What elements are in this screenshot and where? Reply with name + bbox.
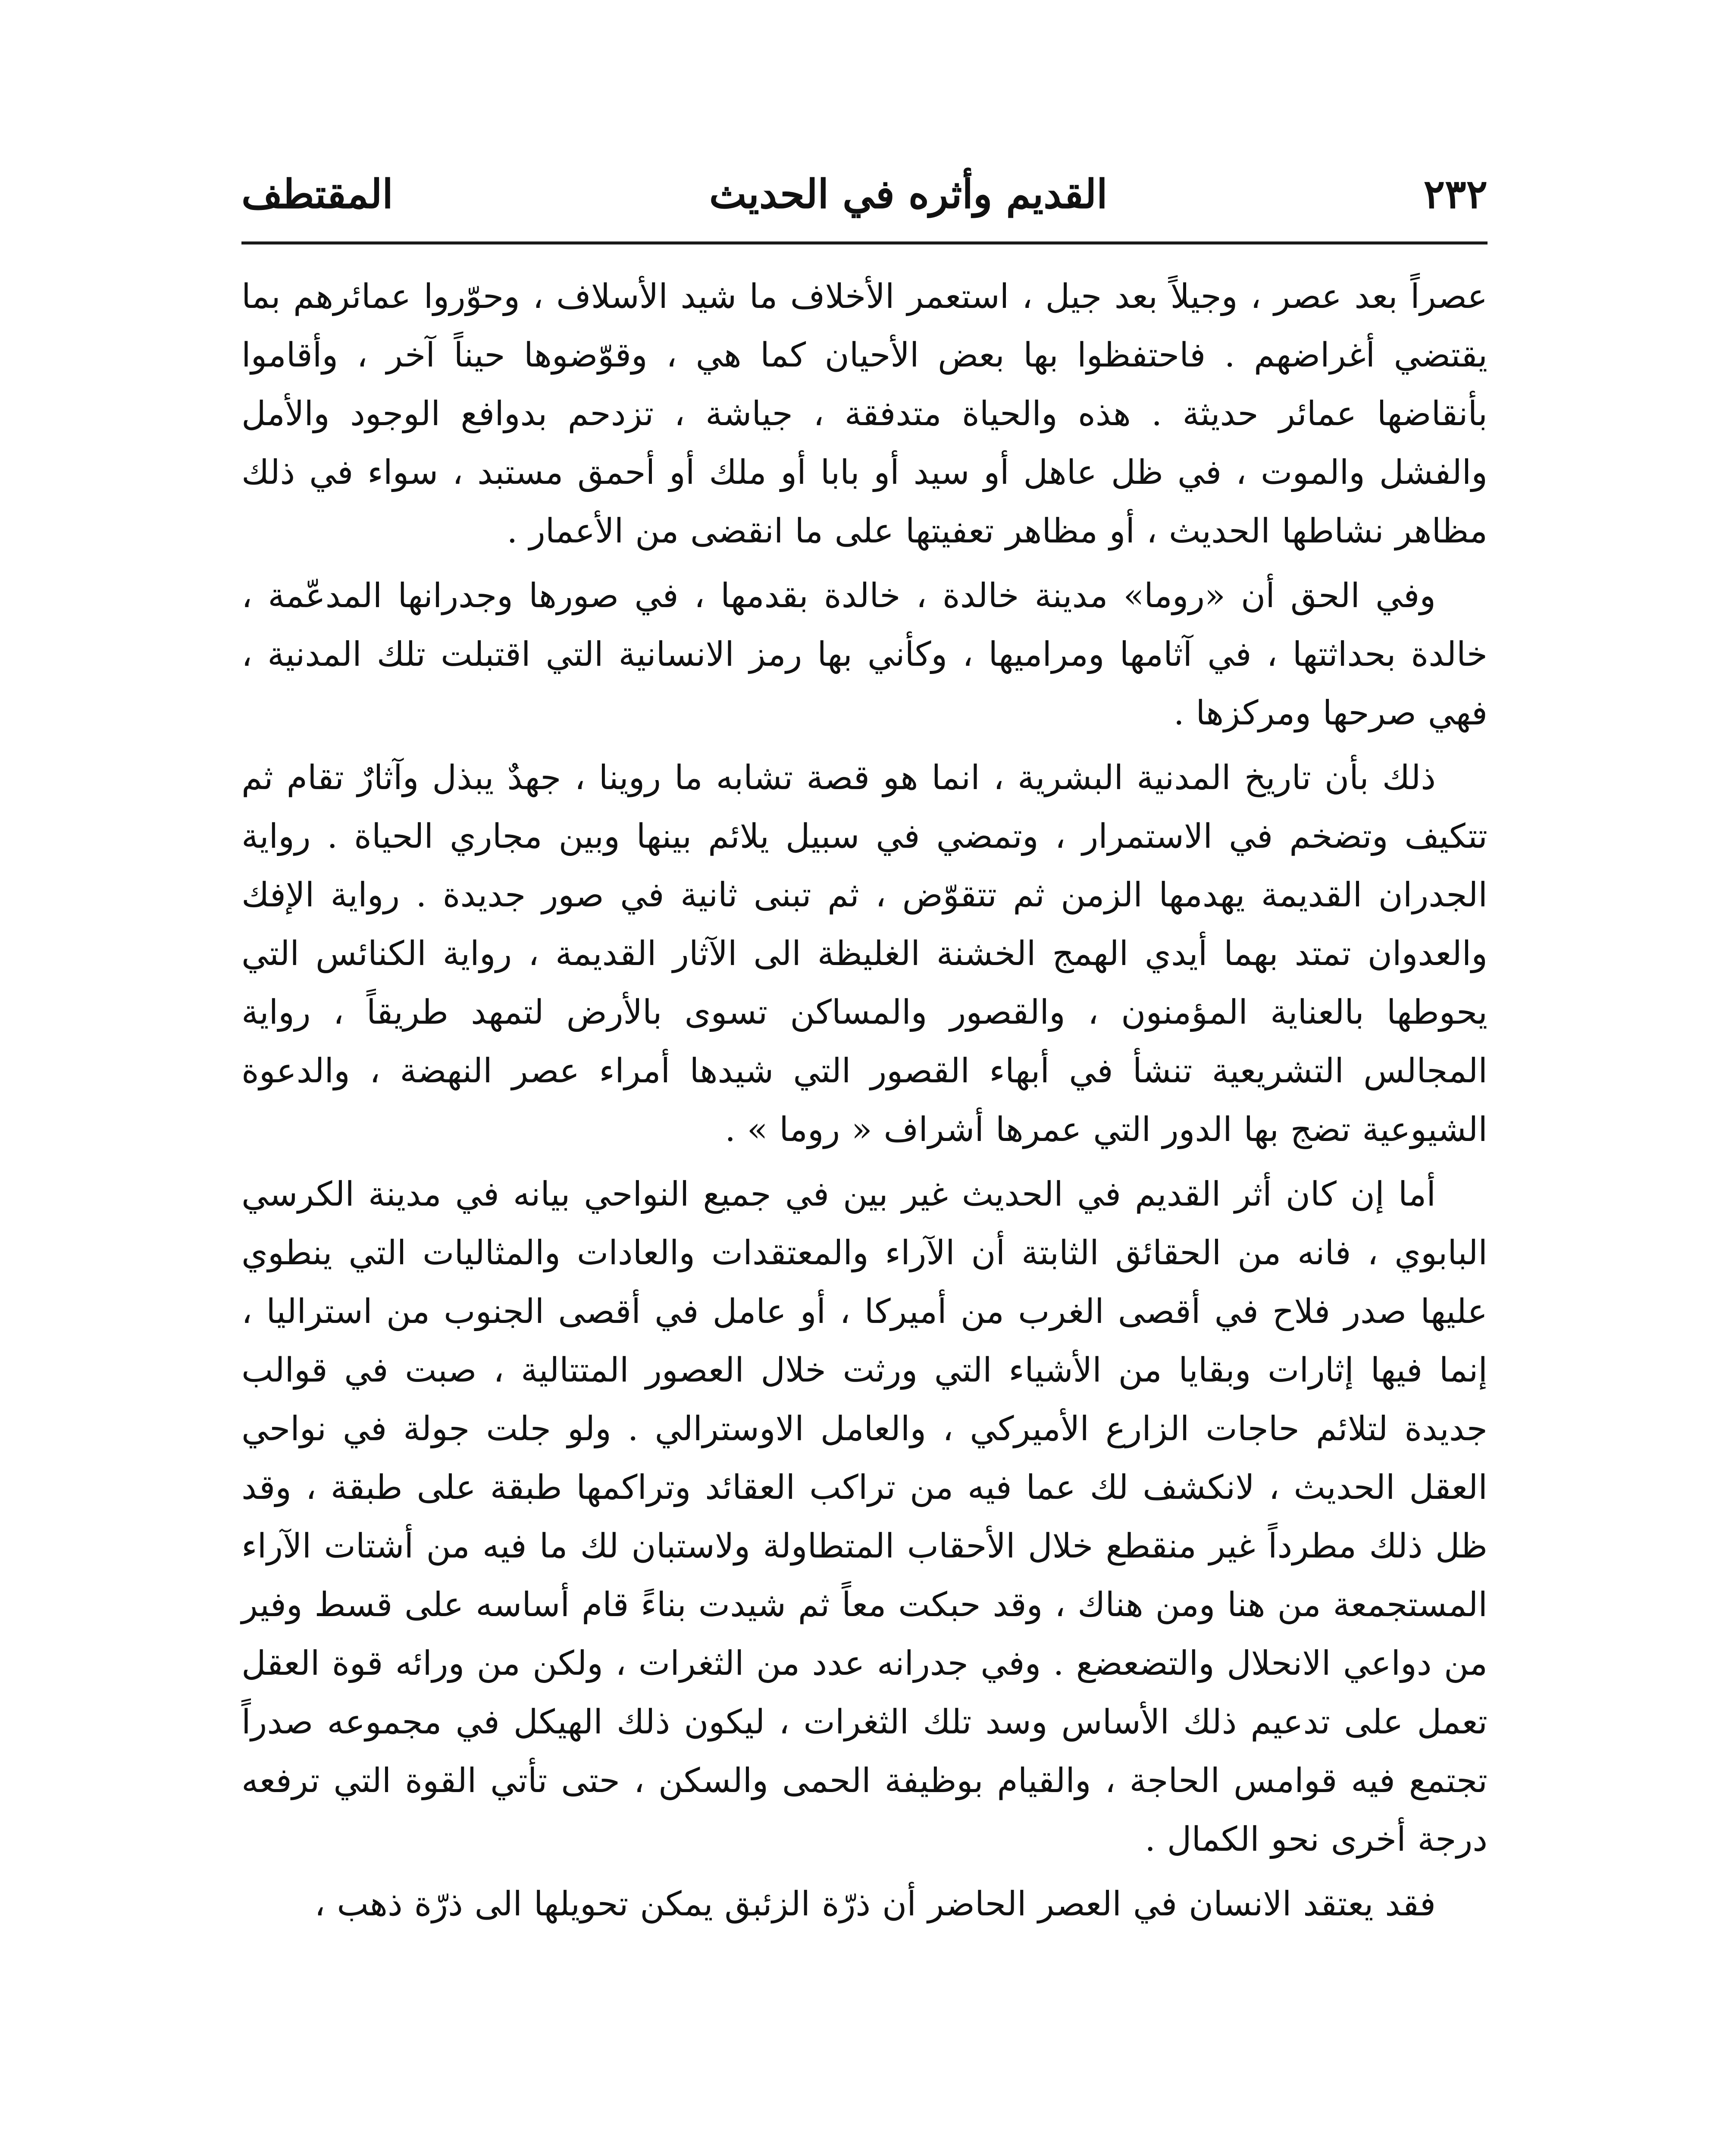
running-title: القديم وأثره في الحديث [709, 171, 1108, 217]
paragraph: وفي الحق أن «روما» مدينة خالدة ، خالدة بقدمها ، في صورها وجدرانها المدعّمة ، خالدة بحداثتها ، في آثامها ومراميها ، وكأني بها رمز الانسانية التي اقتبلت تلك المدنية ، فهي صرحها ومركزها . [241, 577, 1488, 733]
page-number: ٢٣٢ [1423, 171, 1488, 217]
paragraph: فقد يعتقد الانسان في العصر الحاضر أن ذرّة الزئبق يمكن تحويلها الى ذرّة ذهب ، [314, 1885, 1436, 1924]
paragraph: ذلك بأن تاريخ المدنية البشرية ، انما هو قصة تشابه ما روينا ، جهدٌ يبذل وآثارٌ تقام ثم تتكيف وتضخم في الاستمرار ، وتمضي في سبيل يلائم بينها وبين مجاري الحياة . رواية الجدران القديمة يهدمها الزمن ثم تتقوّض ، ثم تبنى ثانية في صور جديدة . رواية الإفك والعدوان تمتد بهما أيدي الهمج الخشنة الغليظة الى الآثار القديمة ، رواية الكنائس التي يحوطها بالعناية المؤمنون ، والقصور والمساكن تسوى بالأرض لتمهد طريقاً ، رواية المجالس التشريعية تنشأ في أبهاء القصور التي شيدها أمراء عصر النهضة ، والدعوة الشيوعية تضج بها الدور التي عمرها أشراف « روما » . [241, 758, 1488, 1149]
paragraph-continued: عصراً بعد عصر ، وجيلاً بعد جيل ، استعمر الأخلاف ما شيد الأسلاف ، وحوّروا عمائرهم بما يقتضي أغراضهم . فاحتفظوا بها بعض الأحيان كما هي ، وقوّضوها حيناً آخر ، وأقاموا بأنقاضها عمائر حديثة . هذه والحياة متدفقة ، جياشة ، تزدحم بدوافع الوجود والأمل والفشل والموت ، في ظل عاهل أو سيد أو بابا أو ملك أو أحمق مستبد ، سواء في ذلك مظاهر نشاطها الحديث ، أو مظاهر تعفيتها على ما انقضى من الأعمار . [241, 277, 1488, 551]
journal-name: المقتطف [241, 171, 393, 217]
page-header [241, 157, 1488, 231]
article-body [241, 267, 1488, 1940]
paragraph: أما إن كان أثر القديم في الحديث غير بين في جميع النواحي بيانه في مدينة الكرسي البابوي ، فانه من الحقائق الثابتة أن الآراء والمعتقدات والعادات والمثاليات التي ينطوي عليها صدر فلاح في أقصى الغرب من أميركا ، أو عامل في أقصى الجنوب من استراليا ، إنما فيها إثارات وبقايا من الأشياء التي ورثت خلال العصور المتتالية ، صبت في قوالب جديدة لتلائم حاجات الزارع الأميركي ، والعامل الاوسترالي . ولو جلت جولة في نواحي العقل الحديث ، لانكشف لك عما فيه من تراكب العقائد وتراكمها طبقة على طبقة ، وقد ظل ذلك مطرداً غير منقطع خلال الأحقاب المتطاولة ولاستبان لك ما فيه من أشتات الآراء المستجمعة من هنا ومن هناك ، وقد حبكت معاً ثم شيدت بناءً قام أساسه على قسط وفير من دواعي الانحلال والتضعضع . وفي جدرانه عدد من الثغرات ، ولكن من ورائه قوة العقل تعمل على تدعيم ذلك الأساس وسد تلك الثغرات ، ليكون ذلك الهيكل في مجموعه صدراً تجتمع فيه قوامس الحاجة ، والقيام بوظيفة الحمى والسكن ، حتى تأتي القوة التي ترفعه درجة أخرى نحو الكمال . [241, 1175, 1488, 1859]
header-divider [241, 241, 1488, 244]
